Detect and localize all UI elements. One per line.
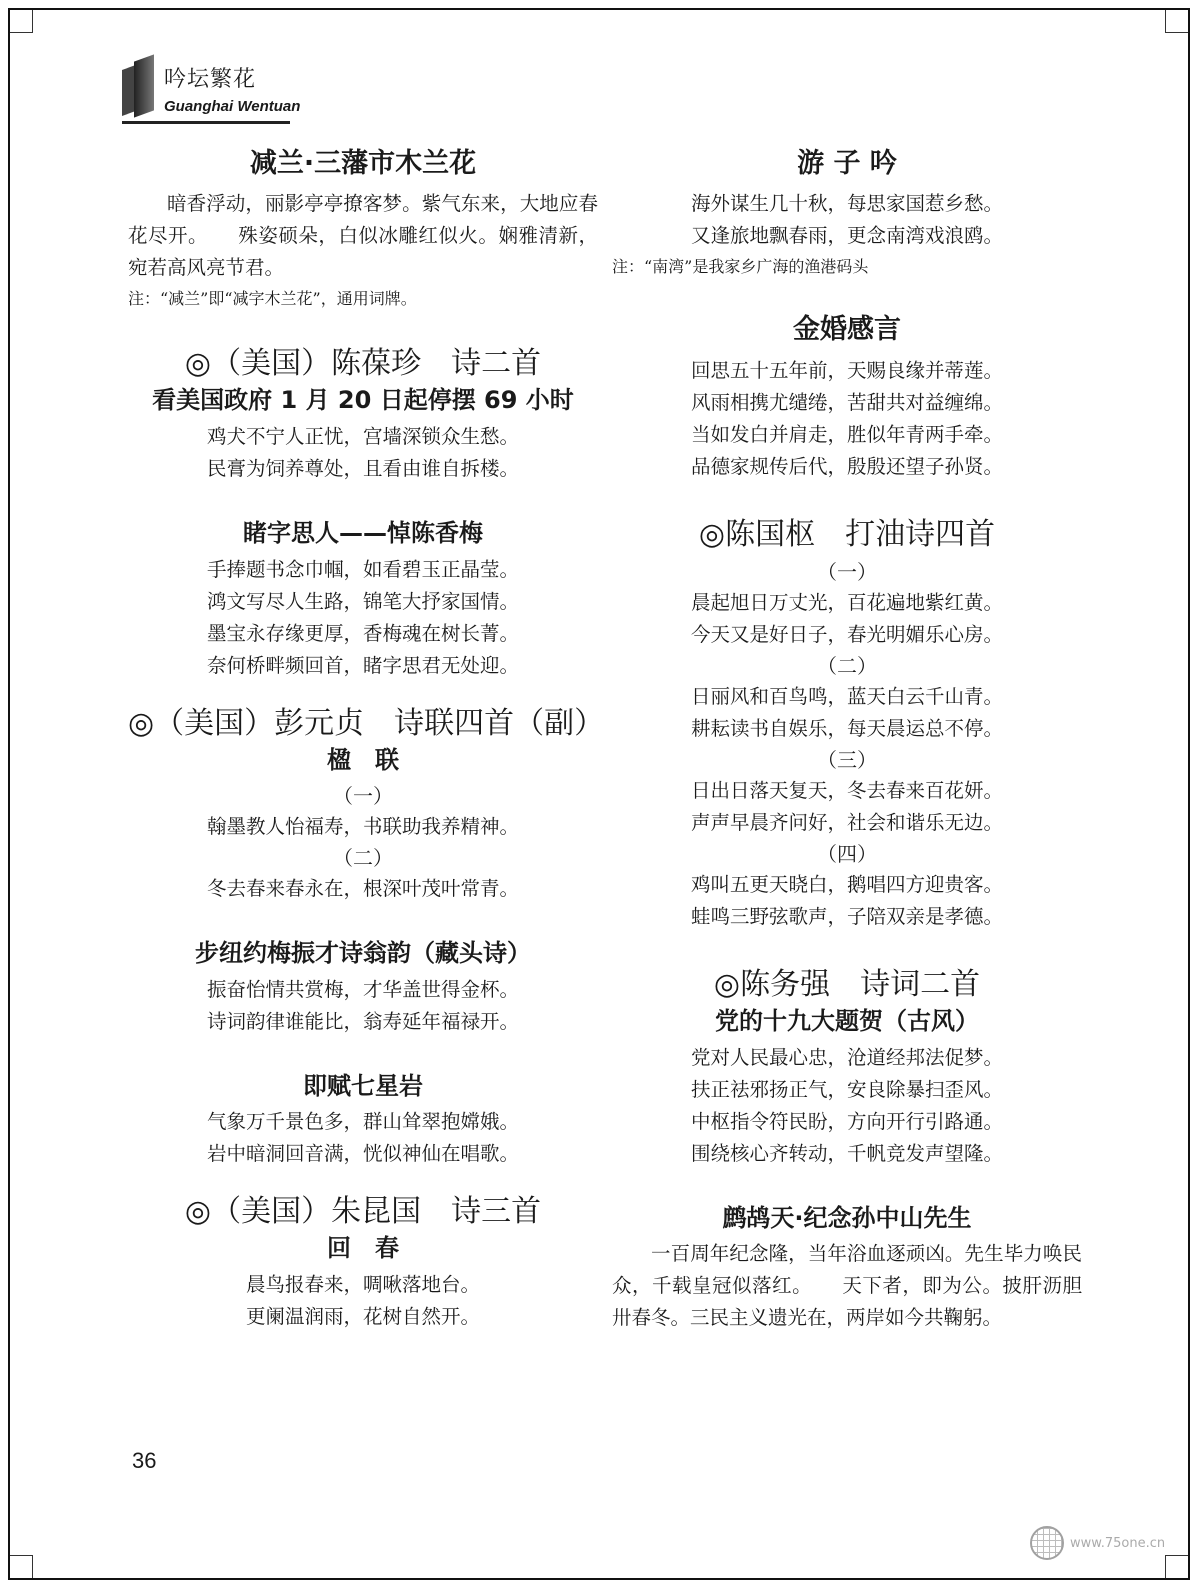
author-heading: ◎（美国）陈葆珍 诗二首 — [184, 346, 542, 382]
poem-line: 回思五十五年前，天赐良缘并蒂莲。 — [690, 358, 1003, 382]
poem-title: 鹧鸪天·纪念孙中山先生 — [722, 1203, 972, 1232]
poem-number: （二） — [333, 845, 393, 870]
poem-number: （一） — [817, 559, 877, 584]
poem-title: 游 子 吟 — [797, 148, 897, 179]
poem-title: 金婚感言 — [793, 314, 901, 346]
poem-line: 风雨相携尤缱绻，苦甜共对益缠绵。 — [690, 390, 1003, 414]
poem-title: 党的十九大题贺（古风） — [715, 1006, 979, 1035]
author-peng-yuanzhen — [128, 705, 605, 1170]
poem-line: 翰墨教人怡福寿，书联助我养精神。 — [206, 814, 519, 838]
poem-line: 诗词韵律谁能比，翁寿延年福禄开。 — [206, 1009, 519, 1033]
section-title: 吟坛繁花 — [164, 67, 257, 92]
poem-text: 暗香浮动，丽影亭亭撩客梦。紫气东来，大地应春花尽开。 殊姿硕朵，白似冰雕红似火。娴雅清新，宛若高风亮节君。 — [128, 192, 598, 280]
section-subtitle: Guanghai Wentuan — [164, 98, 301, 115]
crop-mark-bottom-left — [10, 1555, 33, 1578]
poem-line: 鸿文写尽人生路，锦笔大抒家国情。 — [206, 589, 519, 613]
poem-line: 中枢指令符民盼，方向开行引路通。 — [690, 1109, 1003, 1133]
crop-mark-top-left — [10, 10, 33, 33]
poem-note: 注：“减兰”即“减字木兰花”，通用词牌。 — [128, 289, 417, 309]
poem-line: 鸡犬不宁人正忧，宫墙深锁众生愁。 — [206, 425, 519, 449]
author-chen-baozhen — [128, 346, 598, 682]
poem-line: 奈何桥畔频回首，睹字思君无处迎。 — [206, 653, 519, 677]
watermark-text: www.75one.cn — [1070, 1535, 1166, 1551]
poem-title: 即赋七星岩 — [303, 1071, 423, 1100]
right-column — [612, 148, 1082, 1334]
poem-jinhun — [612, 314, 1082, 482]
poem-youzi-yin — [612, 148, 1082, 280]
poem-line: 气象万千景色多，群山耸翠抱嫦娥。 — [206, 1110, 519, 1134]
poem-line: 耕耘读书自娱乐，每天晨运总不停。 — [690, 716, 1003, 740]
poem-line: 日丽风和百鸟鸣，蓝天白云千山青。 — [690, 684, 1003, 708]
poem-line: 日出日落天复天，冬去春来百花妍。 — [690, 778, 1003, 802]
author-heading: ◎陈务强 诗词二首 — [713, 966, 981, 1002]
poem-line: 墨宝永存缘更厚，香梅魂在树长菁。 — [206, 621, 519, 645]
author-heading: ◎（美国）彭元贞 诗联四首（副） — [128, 705, 605, 741]
author-heading: ◎（美国）朱昆国 诗三首 — [184, 1194, 542, 1230]
poem-title: 睹字思人——悼陈香梅 — [243, 519, 483, 548]
poem-line: 冬去春来春永在，根深叶茂叶常青。 — [206, 876, 519, 900]
poem-number: （二） — [817, 653, 877, 678]
poem-line: 更阑温润雨，花树自然开。 — [245, 1305, 480, 1329]
poem-title: 看美国政府 1 月 20 日起停摆 69 小时 — [152, 386, 574, 415]
header-rule — [122, 121, 290, 124]
poem-line: 品德家规传后代，殷殷还望子孙贤。 — [690, 454, 1003, 478]
poem-line: 振奋怡情共赏梅，才华盖世得金杯。 — [206, 977, 519, 1001]
poem-line: 党对人民最心忠，沧道经邦法促梦。 — [690, 1045, 1003, 1069]
poem-line: 声声早晨齐问好，社会和谐乐无边。 — [690, 810, 1003, 834]
author-heading: ◎陈国枢 打油诗四首 — [698, 516, 996, 552]
poem-line: 蛙鸣三野弦歌声，子陪双亲是孝德。 — [690, 904, 1003, 928]
poem-text: 一百周年纪念隆，当年浴血逐顽凶。先生毕力唤民众，千载皇冠似落红。 天下者，即为公。披肝沥胆卅春冬。三民主义遗光在，两岸如今共鞠躬。 — [612, 1242, 1082, 1330]
left-column — [128, 148, 605, 1333]
watermark — [1030, 1526, 1165, 1560]
poem-line: 民膏为饲养尊处，且看由谁自拆楼。 — [206, 457, 519, 481]
page-number: 36 — [132, 1448, 157, 1473]
poem-number: （三） — [817, 747, 877, 772]
poem-number: （四） — [817, 841, 877, 866]
poem-line: 手捧题书念巾帼，如看碧玉正晶莹。 — [206, 557, 519, 581]
poem-line: 晨起旭日万丈光，百花遍地紫红黄。 — [690, 590, 1003, 614]
poem-line: 鸡叫五更天晓白，鹅唱四方迎贵客。 — [690, 872, 1003, 896]
poem-line: 今天又是好日子，春光明媚乐心房。 — [690, 622, 1003, 646]
crop-mark-top-right — [1165, 10, 1188, 33]
author-chen-guoshu — [612, 517, 1082, 933]
poem-line: 扶正祛邪扬正气，安良除暴扫歪风。 — [690, 1077, 1003, 1101]
section-logo-icon — [122, 52, 156, 114]
poem-line: 晨鸟报春来，啁啾落地台。 — [245, 1273, 480, 1297]
author-chen-wuqiang — [612, 967, 1082, 1335]
poem-line: 海外谋生几十秋，每思家国惹乡愁。 — [690, 192, 1003, 216]
poem-line: 当如发白并肩走，胜似年青两手牵。 — [690, 422, 1003, 446]
poem-number: （一） — [333, 783, 393, 808]
crop-mark-bottom-right — [1165, 1555, 1188, 1578]
poem-line: 岩中暗洞回音满，恍似神仙在唱歌。 — [206, 1142, 519, 1166]
poem-title: 减兰·三藩市木兰花 — [249, 148, 477, 179]
author-zhu-kunguo — [128, 1194, 598, 1333]
poem-title: 楹 联 — [327, 745, 399, 774]
globe-icon — [1030, 1526, 1064, 1560]
poem-note: 注：“南湾”是我家乡广海的渔港码头 — [612, 257, 869, 277]
poem-line: 又逢旅地飘春雨，更念南湾戏浪鸥。 — [690, 224, 1003, 248]
poem-title: 步纽约梅振才诗翁韵（藏头诗） — [195, 938, 531, 967]
poem-title: 回 春 — [327, 1234, 399, 1263]
poem-line: 围绕核心齐转动，千帆竞发声望隆。 — [690, 1141, 1003, 1165]
poem-jianlan — [128, 148, 598, 312]
